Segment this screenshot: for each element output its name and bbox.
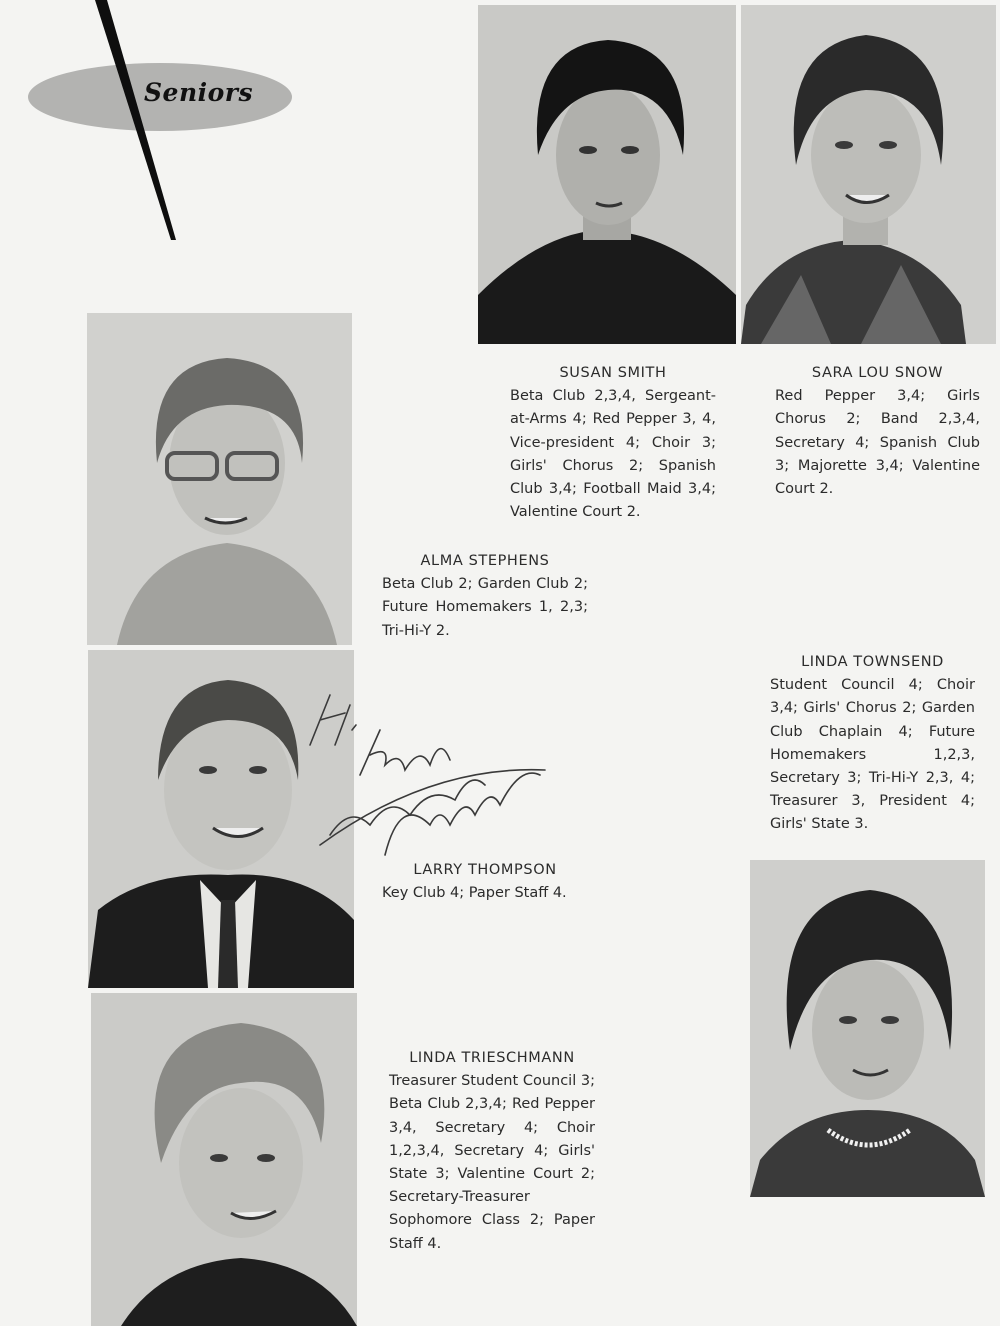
- caption-susan-smith: [510, 362, 716, 524]
- caption-sara-lou-snow: [775, 362, 980, 501]
- senior-activities: Red Pepper 3,4; Girls Chorus 2; Band 2,3,4, Secretary 4; Spanish Club 3; Majorette 3,4; Valentine Court 2.: [775, 388, 980, 498]
- portrait-linda-townsend: [750, 860, 985, 1197]
- senior-name: LINDA TRIESCHMANN: [409, 1050, 575, 1066]
- portrait-alma-stephens: [87, 313, 352, 645]
- caption-linda-townsend: [770, 651, 975, 837]
- portrait-susan-smith: [478, 5, 736, 344]
- section-banner: [0, 0, 360, 260]
- senior-activities: Treasurer Student Council 3; Beta Club 2,3,4; Red Pepper 3,4, Secretary 4; Choir 1,2,3,4, Secretary 4; Girls' State 3; Valentine Court 2; Secretary-Treasurer Sophomore Class 2; Paper Staff 4.: [389, 1073, 595, 1252]
- portrait-sara-lou-snow: [741, 5, 996, 344]
- section-title: Seniors: [144, 78, 254, 107]
- senior-activities: Student Council 4; Choir 3,4; Girls' Chorus 2; Garden Club Chaplain 4; Future Homemakers 1,2,3, Secretary 3; Tri-Hi-Y 2,3, 4; Treasurer 3, President 4; Girls' State 3.: [770, 677, 975, 833]
- handwritten-autograph: [290, 675, 560, 875]
- caption-alma-stephens: [382, 550, 588, 643]
- senior-name: SUSAN SMITH: [559, 365, 667, 381]
- senior-name: LINDA TOWNSEND: [801, 654, 944, 670]
- senior-activities: Key Club 4; Paper Staff 4.: [382, 885, 567, 902]
- senior-activities: Beta Club 2; Garden Club 2; Future Homemakers 1, 2,3; Tri-Hi-Y 2.: [382, 576, 588, 639]
- senior-activities: Beta Club 2,3,4, Sergeant-at-Arms 4; Red Pepper 3, 4, Vice-president 4; Choir 3; Girls' Chorus 2; Spanish Club 3,4; Football Maid 3,4; Valentine Court 2.: [510, 388, 716, 521]
- senior-name: SARA LOU SNOW: [811, 365, 944, 381]
- senior-name: LARRY THOMPSON: [413, 862, 557, 878]
- senior-name: ALMA STEPHENS: [420, 553, 550, 569]
- caption-linda-trieschmann: [389, 1047, 595, 1256]
- portrait-linda-trieschmann: [91, 993, 357, 1326]
